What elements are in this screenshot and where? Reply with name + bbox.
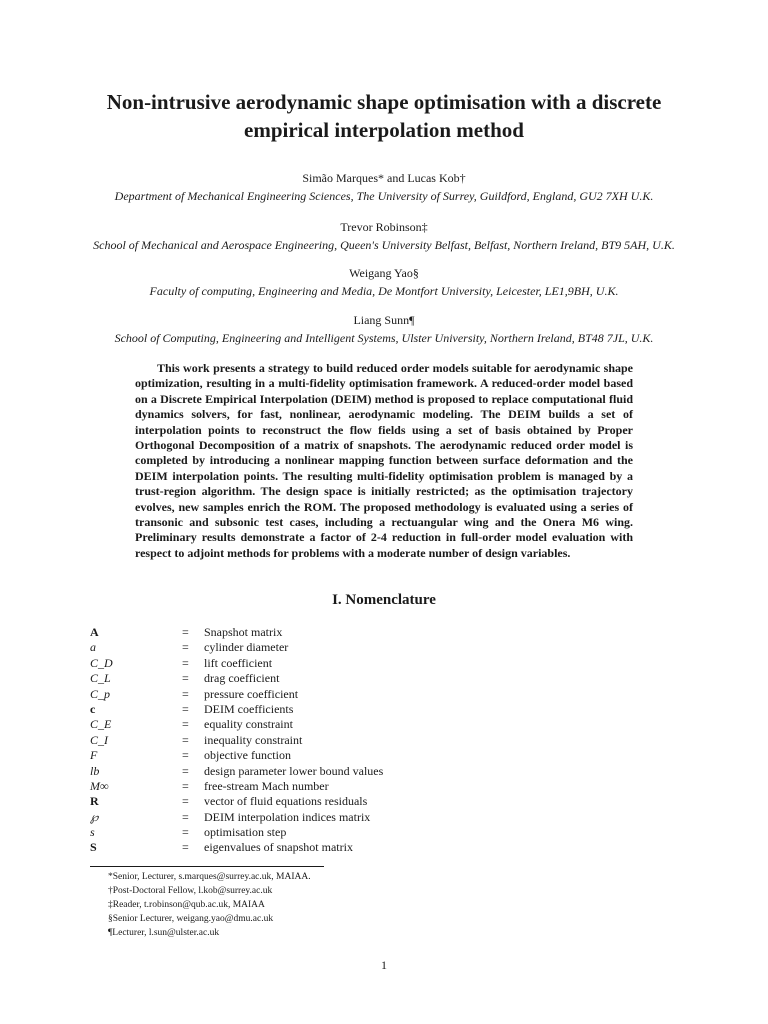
nomenclature-description: lift coefficient (204, 655, 273, 670)
nomenclature-description: equality constraint (204, 717, 293, 732)
nomenclature-row (90, 810, 650, 825)
author-affiliation: Department of Mechanical Engineering Sciences, The University of Surrey, Guildford, England, GU2 7XH U.K. (114, 189, 654, 203)
nomenclature-row (90, 764, 650, 779)
nomenclature-list (90, 625, 650, 856)
nomenclature-equals: = (182, 809, 189, 824)
author-names: Liang Sunn¶ (353, 313, 415, 327)
nomenclature-symbol: R (90, 794, 99, 809)
nomenclature-row (90, 717, 650, 732)
nomenclature-equals: = (182, 825, 189, 840)
author-names: Simão Marques* and Lucas Kob† (302, 171, 466, 185)
nomenclature-description: DEIM coefficients (204, 701, 294, 716)
nomenclature-row (90, 702, 650, 717)
footnote: ‡Reader, t.robinson@qub.ac.uk, MAIAA (108, 900, 265, 910)
footnote: †Post-Doctoral Fellow, l.kob@surrey.ac.uk (108, 886, 273, 896)
nomenclature-row (90, 671, 650, 686)
nomenclature-row (90, 840, 650, 855)
nomenclature-equals: = (182, 732, 189, 747)
nomenclature-row (90, 733, 650, 748)
nomenclature-equals: = (182, 840, 189, 855)
author-names: Weigang Yao§ (349, 266, 419, 280)
nomenclature-equals: = (182, 625, 189, 639)
nomenclature-equals: = (182, 655, 189, 670)
nomenclature-symbol: C_I (90, 732, 108, 747)
nomenclature-description: optimisation step (204, 825, 287, 840)
author-affiliation: School of Computing, Engineering and Intelligent Systems, Ulster University, Northern Ireland, BT48 7JL, U.K. (114, 331, 654, 345)
footnote-divider (90, 866, 324, 867)
nomenclature-row (90, 656, 650, 671)
nomenclature-equals: = (182, 763, 189, 778)
nomenclature-description: cylinder diameter (204, 640, 289, 655)
paper-title (60, 88, 708, 144)
footnote: §Senior Lecturer, weigang.yao@dmu.ac.uk (108, 914, 274, 924)
nomenclature-description: pressure coefficient (204, 686, 299, 701)
nomenclature-symbol: F (90, 748, 98, 763)
nomenclature-symbol: s (90, 825, 95, 840)
nomenclature-row (90, 625, 650, 640)
abstract: This work presents a strategy to build reduced order models suitable for aerodynamic shape optimization, resulting in a multi-fidelity optimisation framework. A reduced-order model based on a Discrete Empirical Interpolation (DEIM) method is proposed to replace computational fluid dynamics solvers, for fast, nonlinear, aerodynamic modeling. The DEIM builds a set of interpolation points to reconstruct the flow fields using a set of basis obtained by Proper Orthogonal Decomposition of a matrix of snapshots. The aerodynamic reduced order model is completed by introducing a nonlinear mapping function between surface deformation and the DEIM interpolation points. The resulting multi-fidelity optimisation problem is managed by a trust-region algorithm. The design space is initially restricted; as the optimisation trajectory evolves, new samples enrich the ROM. The proposed methodology is evaluated using a series of transonic and subsonic test cases, including a rectuangular wing and the Onera M6 wing. Preliminary results demonstrate a factor of 2-4 reduction in full-order model evaluation with respect to adjoint methods for problems with a moderate number of design variables. (135, 361, 633, 560)
nomenclature-symbol: A (90, 625, 99, 639)
nomenclature-row (90, 779, 650, 794)
nomenclature-symbol: c (90, 701, 96, 716)
author-group (40, 312, 728, 346)
nomenclature-row (90, 748, 650, 763)
author-affiliation: Faculty of computing, Engineering and Media, De Montfort University, Leicester, LE1,9BH, U.K. (149, 284, 619, 298)
nomenclature-equals: = (182, 717, 189, 732)
nomenclature-row (90, 640, 650, 655)
nomenclature-description: design parameter lower bound values (204, 763, 384, 778)
nomenclature-symbol: M∞ (90, 778, 109, 793)
footnote: *Senior, Lecturer, s.marques@surrey.ac.uk, MAIAA. (108, 872, 311, 882)
nomenclature-equals: = (182, 686, 189, 701)
nomenclature-equals: = (182, 671, 189, 686)
nomenclature-symbol: lb (90, 763, 100, 778)
nomenclature-symbol: C_p (90, 686, 111, 701)
nomenclature-description: Snapshot matrix (204, 625, 283, 639)
author-group (40, 219, 728, 253)
nomenclature-description: eigenvalues of snapshot matrix (204, 840, 353, 855)
section-heading: I. Nomenclature (332, 592, 436, 608)
author-affiliation: School of Mechanical and Aerospace Engineering, Queen's University Belfast, Belfast, Northern Ireland, BT9 5AH, U.K. (93, 238, 675, 252)
nomenclature-symbol: C_E (90, 717, 112, 732)
nomenclature-row (90, 825, 650, 840)
author-group (40, 170, 728, 204)
title-line: empirical interpolation method (244, 118, 524, 142)
nomenclature-symbol: C_L (90, 671, 111, 686)
title-line: Non-intrusive aerodynamic shape optimisation with a discrete (106, 90, 662, 114)
nomenclature-equals: = (182, 701, 189, 716)
author-names: Trevor Robinson‡ (340, 220, 428, 234)
footnote: ¶Lecturer, l.sun@ulster.ac.uk (108, 928, 220, 938)
page-number: 1 (381, 958, 387, 972)
nomenclature-description: vector of fluid equations residuals (204, 794, 368, 809)
nomenclature-description: objective function (204, 748, 291, 763)
nomenclature-row (90, 687, 650, 702)
nomenclature-description: drag coefficient (204, 671, 280, 686)
footnotes (108, 870, 608, 940)
nomenclature-description: DEIM interpolation indices matrix (204, 809, 371, 824)
nomenclature-row (90, 794, 650, 809)
nomenclature-equals: = (182, 640, 189, 655)
nomenclature-description: free-stream Mach number (204, 778, 329, 793)
nomenclature-equals: = (182, 778, 189, 793)
nomenclature-equals: = (182, 748, 189, 763)
author-group (40, 265, 728, 299)
nomenclature-symbol: a (90, 640, 96, 655)
nomenclature-description: inequality constraint (204, 732, 303, 747)
nomenclature-symbol: ℘ (90, 809, 99, 824)
nomenclature-equals: = (182, 794, 189, 809)
nomenclature-symbol: C_D (90, 655, 113, 670)
nomenclature-symbol: S (90, 840, 97, 855)
